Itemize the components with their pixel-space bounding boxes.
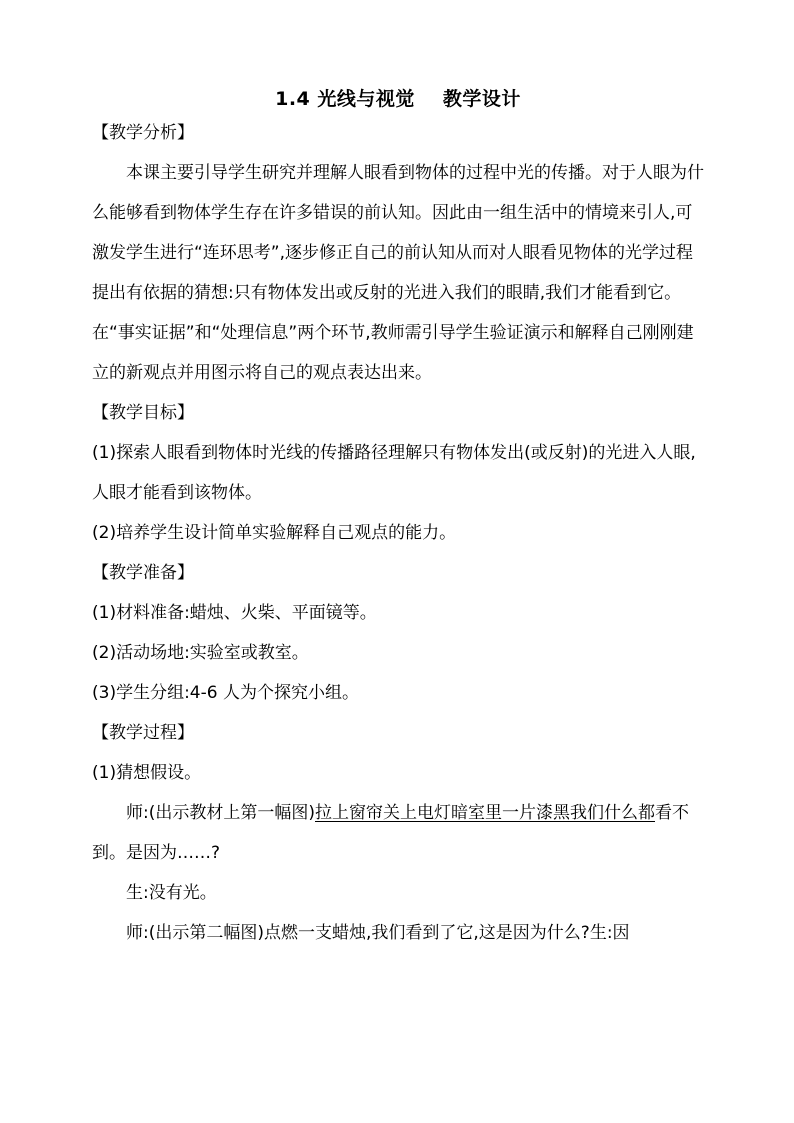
teacher-dialog-1-intro: 师:(出示教材上第一幅图) bbox=[126, 803, 315, 823]
process-step-1: (1)猜想假设。 bbox=[92, 763, 202, 783]
goal-item-2: (2)培养学生设计简单实验解释自己观点的能力。 bbox=[92, 523, 457, 543]
section-heading-analysis: 【教学分析】 bbox=[92, 123, 194, 143]
teacher-dialog-1 bbox=[92, 793, 704, 873]
title-design: 教学设计 bbox=[442, 88, 521, 110]
document-title bbox=[92, 85, 704, 113]
section-heading-preparation: 【教学准备】 bbox=[92, 563, 194, 583]
analysis-paragraph: 本课主要引导学生研究并理解人眼看到物体的过程中光的传播。对于人眼为什么能够看到物体学生存在许多错误的前认知。因此由一组生活中的情境来引人,可激发学生进行“连环思考”,逐步修正自己的前认知从而对人眼看见物体的光学过程提出有依据的猜想:只有物体发出或反射的光进入我们的眼睛,我们才能看到它。在“事实证据”和“处理信息”两个环节,教师需引导学生验证演示和解释自己刚刚建立的新观点并用图示将自己的观点表达出来。 bbox=[92, 163, 704, 383]
teacher-dialog-2: 师:(出示第二幅图)点燃一支蜡烛,我们看到了它,这是因为什么?生:因 bbox=[126, 923, 630, 943]
title-lesson: 1.4 光线与视觉 bbox=[275, 88, 415, 110]
teacher-dialog-1-end: 看不到。是因为……? bbox=[92, 803, 689, 863]
prep-item-2: (2)活动场地:实验室或教室。 bbox=[92, 643, 309, 663]
section-heading-goals: 【教学目标】 bbox=[92, 403, 194, 423]
prep-item-1: (1)材料准备:蜡烛、火柴、平面镜等。 bbox=[92, 603, 377, 623]
student-dialog-1: 生:没有光。 bbox=[126, 883, 217, 903]
goal-item-1: (1)探索人眼看到物体时光线的传播路径理解只有物体发出(或反射)的光进入人眼,人眼才能看到该物体。 bbox=[92, 443, 696, 503]
prep-item-3: (3)学生分组:4-6 人为个探究小组。 bbox=[92, 683, 359, 703]
section-heading-process: 【教学过程】 bbox=[92, 723, 194, 743]
teacher-dialog-1-underlined: 拉上窗帘关上电灯暗室里一片漆黑我们什么都 bbox=[315, 803, 655, 823]
